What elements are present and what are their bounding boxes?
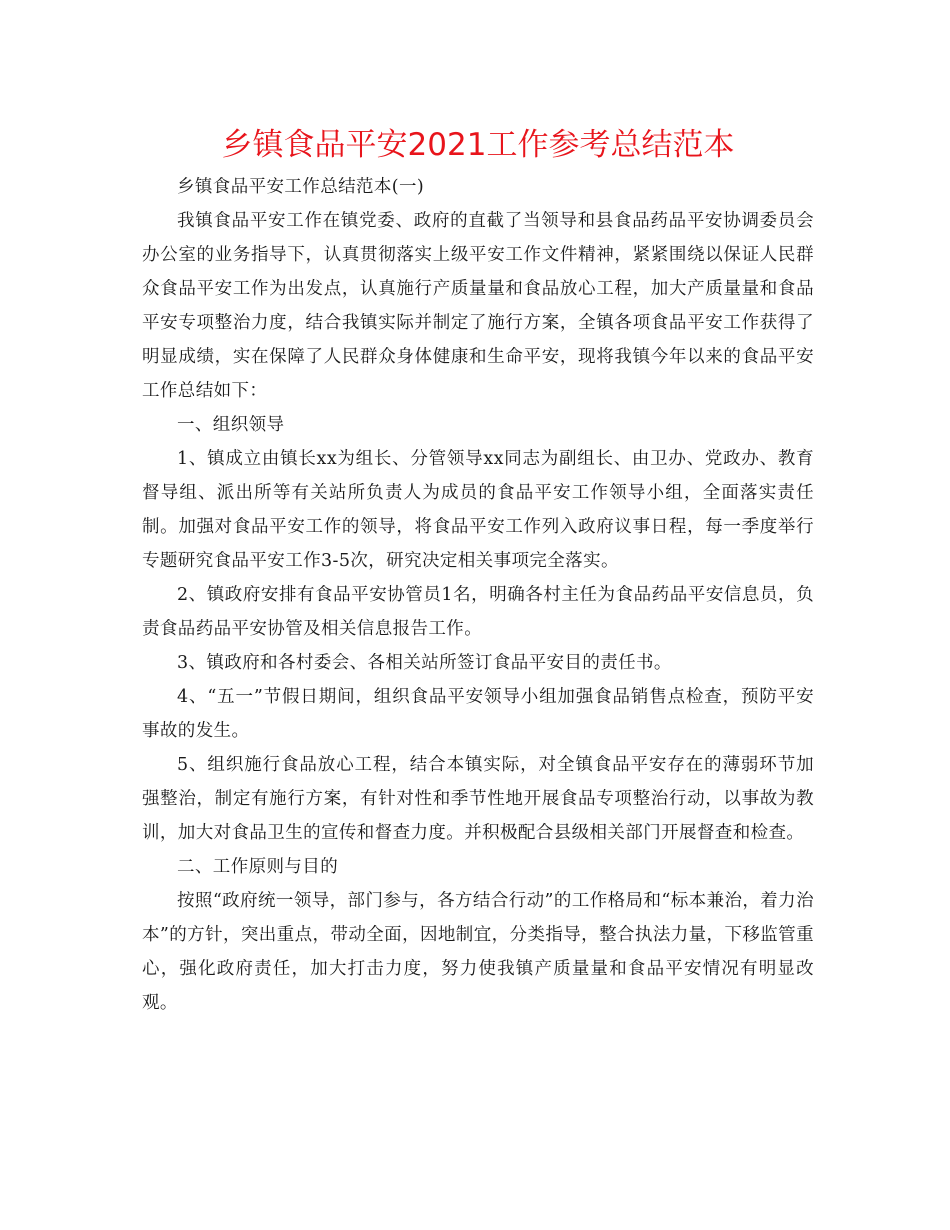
principles-paragraph: 按照“政府统一领导，部门参与，各方结合行动”的工作格局和“标本兼治，着力治本”的方针，突出重点，带动全面，因地制宜，分类指导，整合执法力量，下移监管重心，强化政府责任，加大打击力度，努力使我镇产质量量和食品平安情况有明显改观。 xyxy=(142,891,814,1013)
paragraph-item-1: 1、镇成立由镇长xx为组长、分管领导xx同志为副组长、由卫办、党政办、教育督导组、派出所等有关站所负责人为成员的食品平安工作领导小组，全面落实责任制。加强对食品平安工作的领导，将食品平安工作列入政府议事日程，每一季度举行专题研究食品平安工作3-5次，研究决定相关事项完全落实。 xyxy=(142,449,814,571)
paragraph-item-4: 4、“五一”节假日期间，组织食品平安领导小组加强食品销售点检查，预防平安事故的发生。 xyxy=(142,687,814,741)
intro-paragraph: 我镇食品平安工作在镇党委、政府的直截了当领导和县食品药品平安协调委员会办公室的业务指导下，认真贯彻落实上级平安工作文件精神，紧紧围绕以保证人民群众食品平安工作为出发点，认真施行产质量量和食品放心工程，加大产质量量和食品平安专项整治力度，结合我镇实际并制定了施行方案，全镇各项食品平安工作获得了明显成绩，实在保障了人民群众身体健康和生命平安，现将我镇今年以来的食品平安工作总结如下： xyxy=(142,211,814,401)
section-heading-principles: 二、工作原则与目的 xyxy=(177,857,339,877)
document-title: 乡镇食品平安2021工作参考总结范本 xyxy=(221,127,735,163)
paragraph-item-5: 5、组织施行食品放心工程，结合本镇实际，对全镇食品平安存在的薄弱环节加强整治，制定有施行方案，有针对性和季节性地开展食品专项整治行动，以事故为教训，加大对食品卫生的宣传和督查力度。并积极配合县级相关部门开展督查和检查。 xyxy=(142,755,814,843)
document-page xyxy=(142,122,814,1020)
paragraph-item-2: 2、镇政府安排有食品平安协管员1名，明确各村主任为食品药品平安信息员，负责食品药品平安协管及相关信息报告工作。 xyxy=(142,585,814,639)
section-heading-organization: 一、组织领导 xyxy=(177,415,285,435)
subtitle-paragraph: 乡镇食品平安工作总结范本(一) xyxy=(177,177,425,197)
paragraph-item-3: 3、镇政府和各村委会、各相关站所签订食品平安目的责任书。 xyxy=(177,653,672,673)
